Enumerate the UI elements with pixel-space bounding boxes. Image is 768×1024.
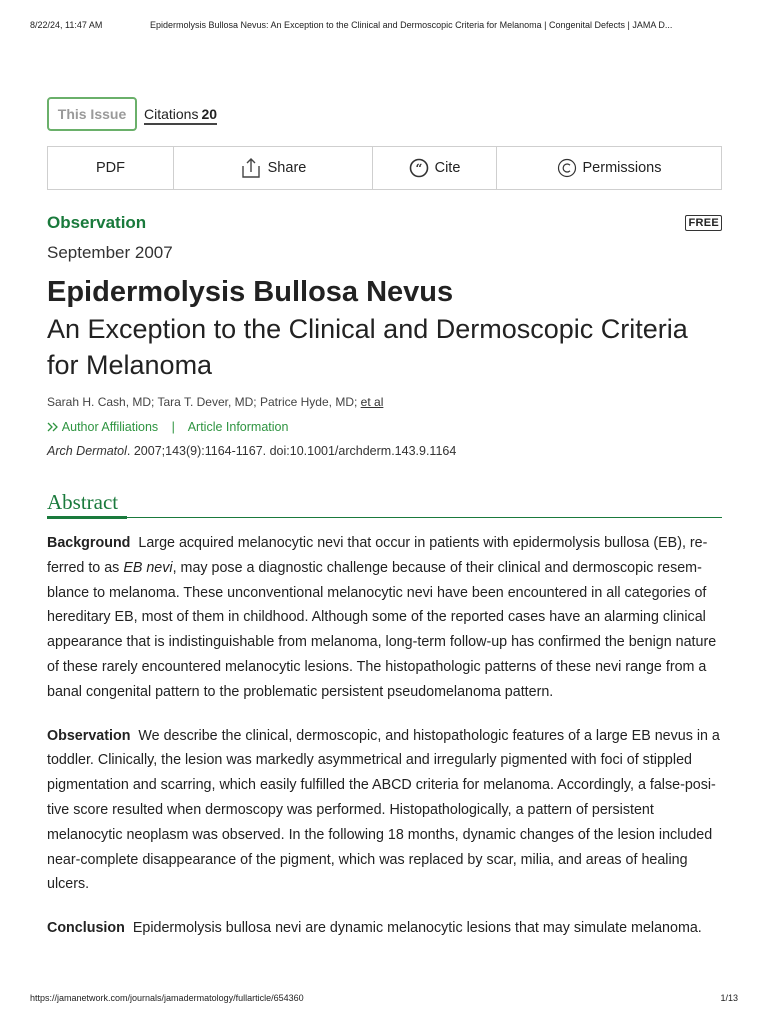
print-url: https://jamanetwork.com/journals/jamadermatology/fullarticle/654360 xyxy=(30,993,304,1003)
journal-name: Arch Dermatol xyxy=(47,444,127,458)
print-footer xyxy=(30,993,738,1003)
pdf-label: PDF xyxy=(96,160,125,176)
observation-label: Observation xyxy=(47,727,131,744)
background-label: Background xyxy=(47,535,131,551)
abstract-observation xyxy=(47,724,722,898)
background-text-2: , may pose a diagnostic challenge because of their clinical and dermoscopic resem- blance to melanoma. These unconventional melanocytic nevi have been encountered in all categories of hereditary EB, most of them in childhood. Although some of the reported cases have an alarming clinical appearance that is indistinguishable from melanoma, long-term follow-up has confirmed the benign nature of these rarely encountered melanocytic lesions. The histopathologic patterns of these nevi range from a banal congenital pattern to the problematic persistent pseudomelanoma pattern. xyxy=(47,559,717,700)
publication-date: September 2007 xyxy=(47,243,173,262)
article-subtitle: An Exception to the Clinical and Dermoscopic Criteria for Melanoma xyxy=(47,314,688,380)
article-section-label: Observation xyxy=(47,213,147,232)
journal-citation xyxy=(47,444,722,458)
abstract-heading-underline xyxy=(47,516,127,519)
background-text-1: Large acquired melanocytic nevi that occur in patients with epidermolysis bullosa (EB), re- ferred to as xyxy=(47,535,708,576)
link-separator: | xyxy=(171,420,175,434)
cite-button[interactable] xyxy=(373,147,497,189)
quote-icon xyxy=(409,158,429,178)
pdf-button[interactable] xyxy=(48,147,174,189)
abstract-conclusion xyxy=(47,916,722,941)
et-al-link[interactable]: et al xyxy=(360,395,384,409)
article-title: Epidermolysis Bullosa Nevus xyxy=(47,276,454,308)
citation-details: . 2007;143(9):1164-1167. doi:10.1001/archderm.143.9.1164 xyxy=(126,444,457,458)
issue-tabs xyxy=(47,97,722,131)
share-button[interactable] xyxy=(174,147,373,189)
observation-text: We describe the clinical, dermoscopic, and histopathologic features of a large EB nevus in a toddler. Clinically, the lesion was markedly asymmetrical and irregularly pigmented with foci of stippled pigmentation and scarring, which easily fulfilled the ABCD criteria for melanoma. Accordingly, a false-posi- tive score resulted when dermoscopy was performed. Histopathologically, a pattern of persistent melanocytic neoplasm was observed. In the following 18 months, dynamic changes of the lesion included near-complete disappearance of the pigment, which was replaced by scar, milia, and areas of healing ulcers. xyxy=(47,727,720,893)
abstract-background xyxy=(47,531,722,705)
article-meta-row xyxy=(47,213,722,233)
permissions-button[interactable] xyxy=(497,147,721,189)
article-info-links xyxy=(47,420,722,434)
print-page-title: Epidermolysis Bullosa Nevus: An Exception to the Clinical and Dermoscopic Criteria for Melanoma | Congenital Defects | JAMA D... xyxy=(150,20,673,30)
abstract-heading xyxy=(47,490,722,518)
permissions-label: Permissions xyxy=(582,160,662,176)
abstract-heading-text: Abstract xyxy=(47,490,119,514)
conclusion-label: Conclusion xyxy=(47,920,125,937)
background-emphasis: EB nevi xyxy=(123,559,173,576)
svg-text:“: “ xyxy=(415,161,423,176)
free-badge: FREE xyxy=(685,215,722,231)
citations-count: 20 xyxy=(201,105,218,122)
print-page-number: 1/13 xyxy=(720,993,738,1003)
citations-label: Citations xyxy=(144,105,199,122)
citations-tab[interactable] xyxy=(144,106,217,125)
this-issue-tab[interactable]: This Issue xyxy=(47,97,137,131)
print-header xyxy=(30,20,738,30)
author-list xyxy=(47,395,722,409)
double-chevron-right-icon xyxy=(47,422,59,432)
authors-text: Sarah H. Cash, MD; Tara T. Dever, MD; Patrice Hyde, MD; xyxy=(47,395,358,409)
article-information-link[interactable]: Article Information xyxy=(187,420,289,434)
article-content xyxy=(47,97,722,941)
article-toolbar xyxy=(47,146,722,190)
share-label: Share xyxy=(267,160,307,176)
copyright-icon xyxy=(557,158,577,178)
conclusion-text: Epidermolysis bullosa nevi are dynamic melanocytic lesions that may simulate melanoma. xyxy=(132,920,702,937)
print-datetime: 8/22/24, 11:47 AM xyxy=(30,20,103,30)
author-affiliations-link[interactable]: Author Affiliations xyxy=(61,420,159,434)
share-icon xyxy=(240,157,262,179)
cite-label: Cite xyxy=(434,160,461,176)
